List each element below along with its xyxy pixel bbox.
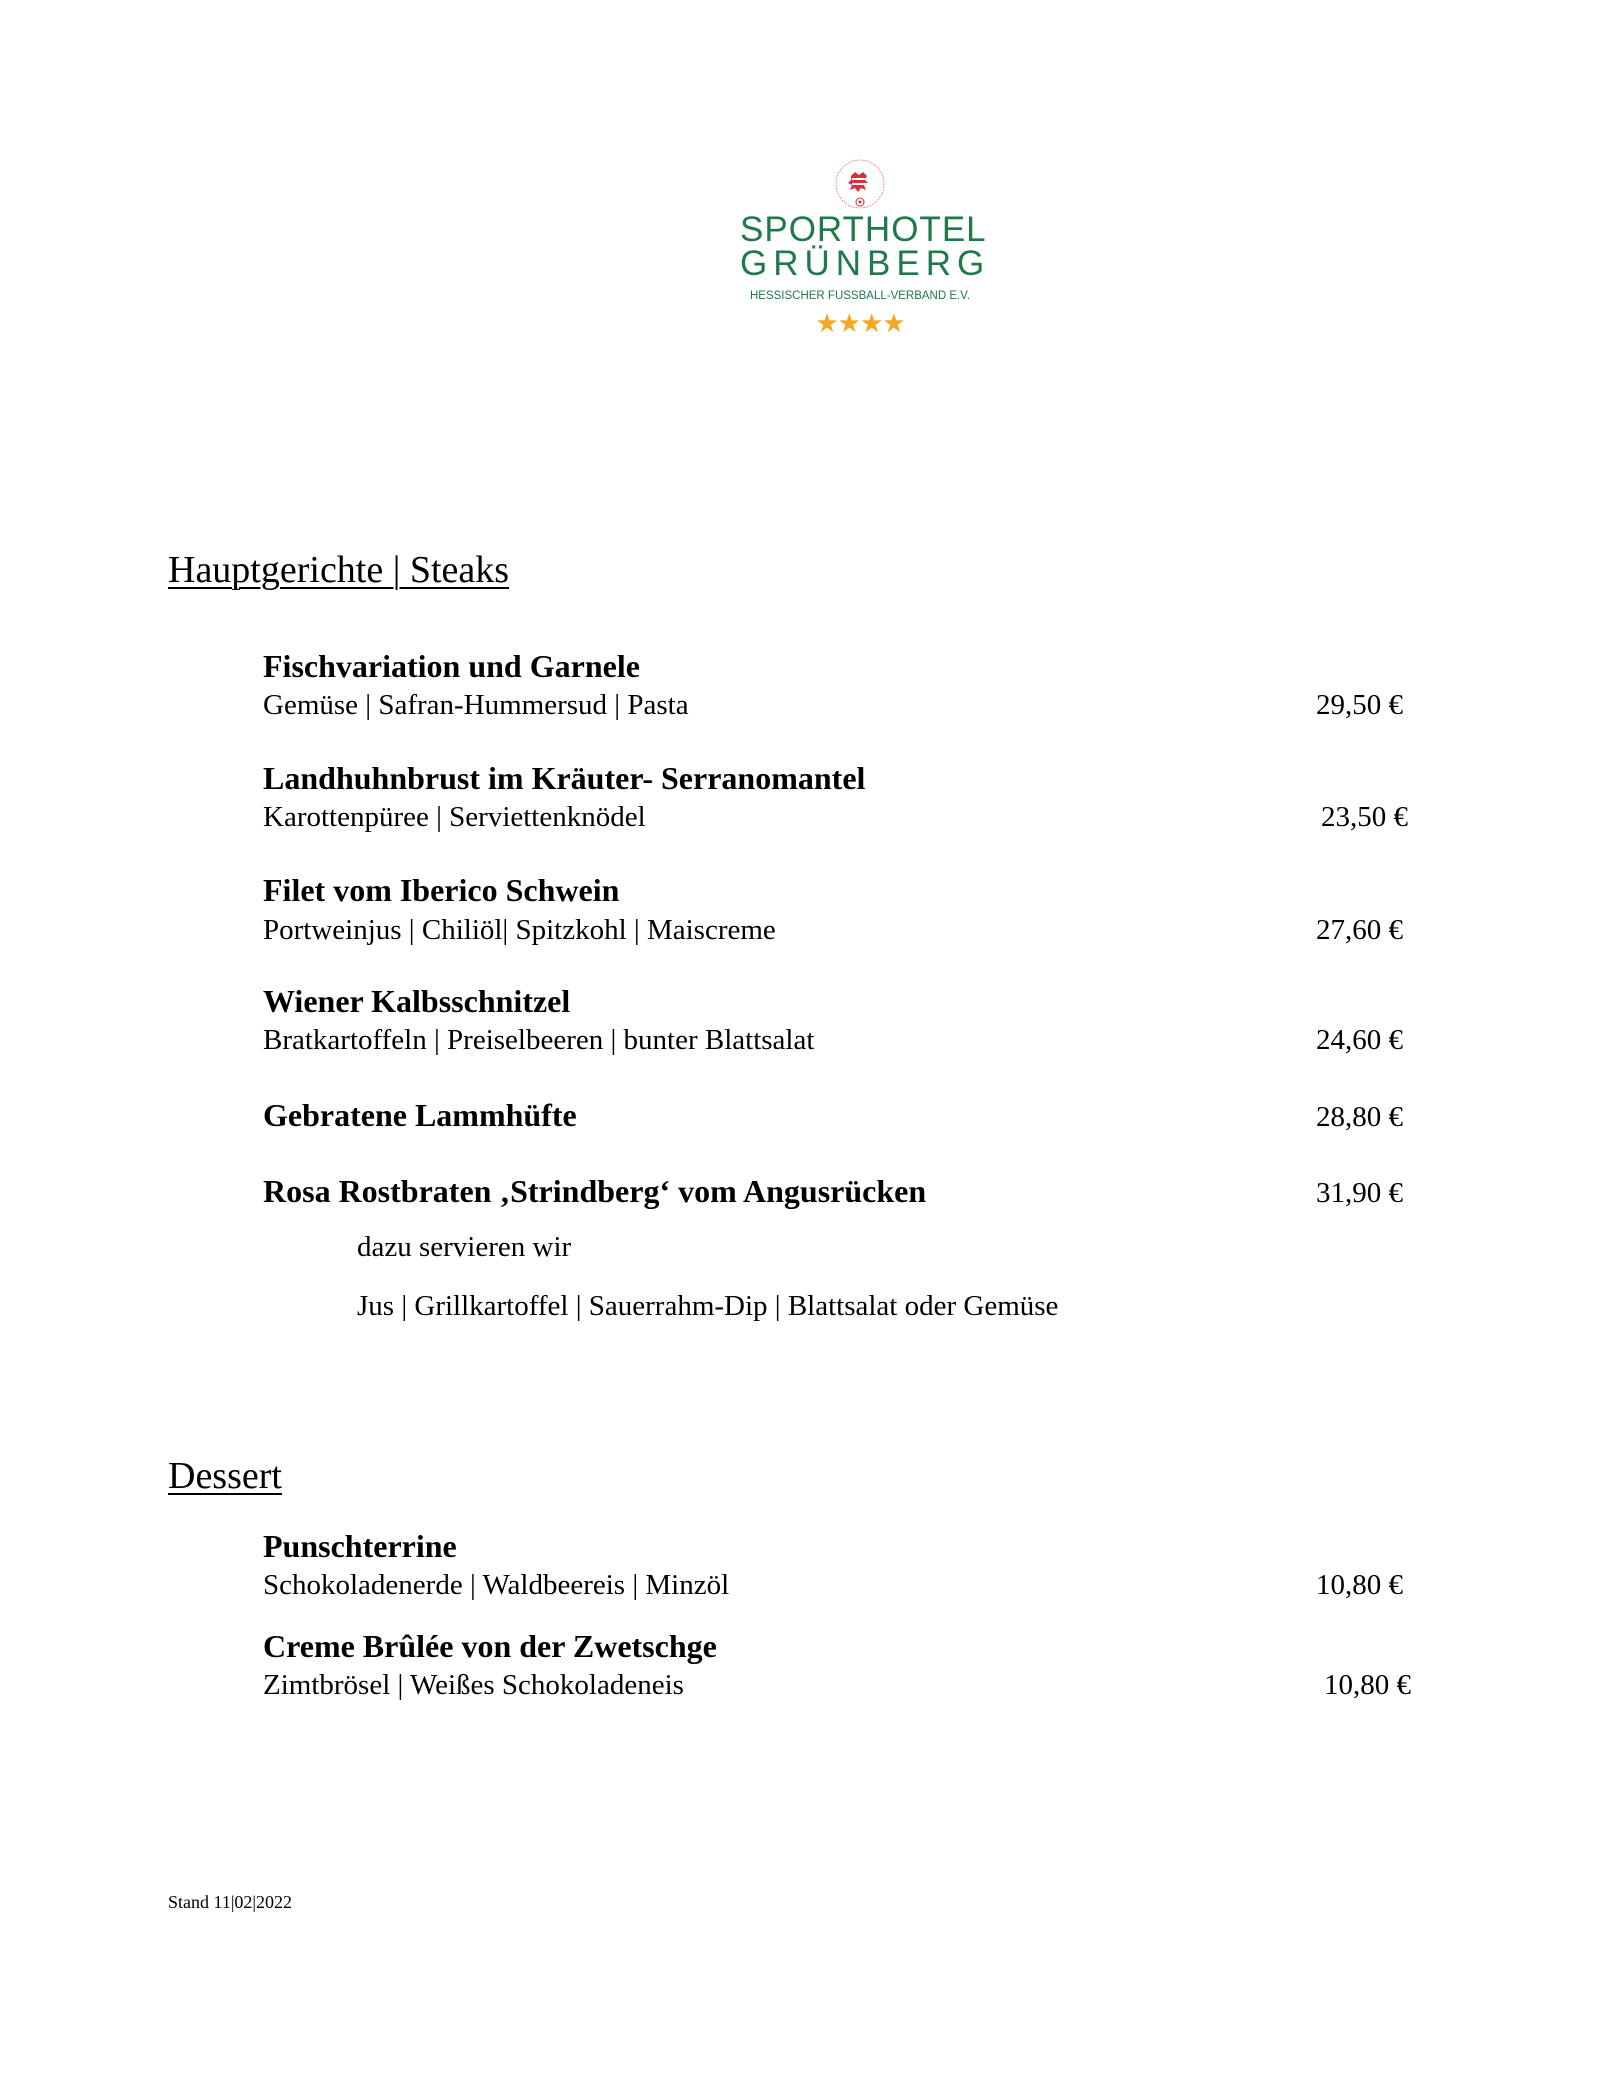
dish-price: 24,60 € (1316, 1024, 1403, 1056)
dish-description: Portweinjus | Chiliöl| Spitzkohl | Maiscreme (263, 914, 776, 946)
dish-description: Gemüse | Safran-Hummersud | Pasta (263, 689, 689, 721)
dish-price: 27,60 € (1316, 914, 1403, 946)
logo-subline: HESSISCHER FUSSBALL-VERBAND E.V. (749, 290, 971, 302)
dish-title: Rosa Rostbraten ‚Strindberg‘ vom Angusrücken (263, 1173, 927, 1209)
dish-price: 28,80 € (1316, 1101, 1403, 1133)
dish-title: Punschterrine (263, 1528, 457, 1564)
dish-title: Fischvariation und Garnele (263, 648, 640, 684)
section-heading-main: Hauptgerichte | Steaks (168, 549, 510, 591)
section-heading-dessert: Dessert (168, 1455, 282, 1497)
dish-price: 23,50 € (1321, 801, 1408, 833)
dish-title: Creme Brûlée von der Zwetschge (263, 1628, 717, 1664)
dish-title: Gebratene Lammhüfte (263, 1097, 577, 1133)
sides-intro: dazu servieren wir (357, 1231, 572, 1263)
logo-name-line1: SPORTHOTEL (740, 210, 987, 249)
star-rating-icon: ★★★★ (815, 309, 905, 338)
logo-name-line2: GRÜNBERG (740, 244, 991, 283)
dish-description: Schokoladenerde | Waldbeereis | Minzöl (263, 1569, 730, 1601)
dish-title: Filet vom Iberico Schwein (263, 872, 620, 908)
dish-title: Wiener Kalbsschnitzel (263, 983, 571, 1019)
dish-description: Karottenpüree | Serviettenknödel (263, 801, 646, 833)
dish-title: Landhuhnbrust im Kräuter- Serranomantel (263, 760, 866, 796)
dish-price: 31,90 € (1316, 1177, 1403, 1209)
hotel-logo (740, 150, 991, 350)
hfv-emblem-icon (834, 156, 886, 212)
footer-date: Stand 11|02|2022 (168, 1892, 293, 1912)
dish-price: 10,80 € (1316, 1569, 1403, 1601)
dish-description: Zimtbrösel | Weißes Schokoladeneis (263, 1669, 684, 1701)
dish-price: 29,50 € (1316, 689, 1403, 721)
dish-price: 10,80 € (1324, 1669, 1411, 1701)
sides-list: Jus | Grillkartoffel | Sauerrahm-Dip | Blattsalat oder Gemüse (357, 1290, 1059, 1322)
dish-description: Bratkartoffeln | Preiselbeeren | bunter Blattsalat (263, 1024, 815, 1056)
